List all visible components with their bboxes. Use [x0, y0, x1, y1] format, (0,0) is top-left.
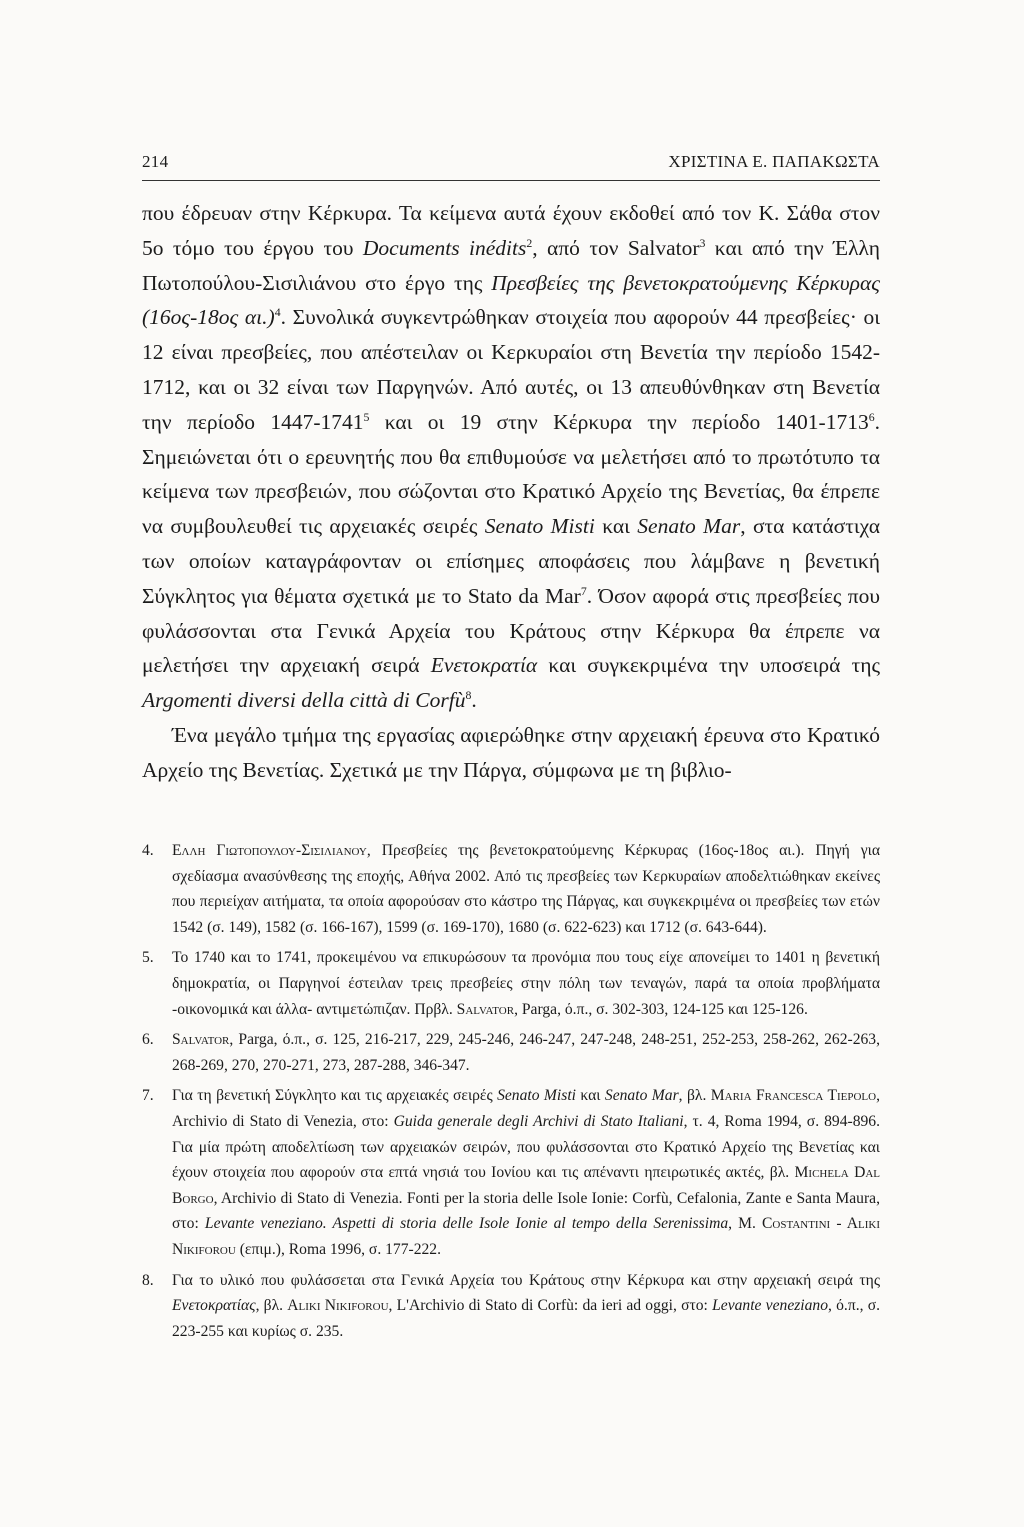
running-header — [142, 152, 880, 172]
footnote-text: Το 1740 και το 1741, προκειμένου να επικυρώσουν τα προνόμια που τους είχε απονείμει το 1401 η βενετική δημοκρατία, οι Παργηνοί έστειλαν τρεις πρεσβείες στην πόλη των τεναγών, παρά τα οποία προβλήματα -οικονομικά και άλλα- αντιμετώπιζαν. Πρβλ. Salvator, Parga, ό.π., σ. 302-303, 124-125 και 125-126. — [172, 949, 880, 1018]
footnote-text: Ελλη Γιωτοπουλου-Σισιλιανου, Πρεσβείες της βενετοκρατούμενης Κέρκυρας (16ος-18ος αι.). Πηγή για σχεδίασμα ανασύνθεσης της εποχής, Αθήνα 2002. Από τις πρεσβείες των Κερκυραίων αποδελτιώθηκαν εκείνες που περιείχαν αιτήματα, τα οποία αφορούσαν στο κάστρο της Πάργας, και συγκεκριμένα οι πρεσβείες των ετών 1542 (σ. 149), 1582 (σ. 166-167), 1599 (σ. 169-170), 1680 (σ. 622-623) και 1712 (σ. 643-644). — [172, 842, 880, 936]
footnote-7 — [142, 1083, 880, 1262]
footnote-4 — [142, 838, 880, 940]
footnote-ref-6[interactable]: 6 — [868, 409, 875, 424]
footnote-ref-5[interactable]: 5 — [363, 409, 370, 424]
footnote-number: 6. — [142, 1031, 154, 1049]
footnote-text: Για το υλικό που φυλάσσεται στα Γενικά Αρχεία του Κράτους στην Κέρκυρα και στην αρχειακή σειρά της Ενετοκρατίας, βλ. Aliki Nikiforou, L'Archivio di Stato di Corfù: da ieri ad oggi, στο: Levante veneziano, ό.π., σ. 223-255 και κυρίως σ. 235. — [172, 1271, 881, 1340]
footnotes — [142, 838, 880, 1349]
footnote-number: 7. — [142, 1087, 154, 1105]
paragraph-2: Ένα μεγάλο τμήμα της εργασίας αφιερώθηκε στην αρχειακή έρευνα στο Κρατικό Αρχείο της Βενετίας. Σχετικά με την Πάργα, σύμφωνα με τη βιβλιο- — [142, 722, 880, 782]
footnote-text: Salvator, Parga, ό.π., σ. 125, 216-217, 229, 245-246, 246-247, 247-248, 248-251, 252-253, 258-262, 262-263, 268-269, 270, 270-271, 273, 287-288, 346-347. — [172, 1031, 880, 1074]
footnote-ref-3[interactable]: 3 — [699, 235, 706, 250]
footnote-8 — [142, 1268, 880, 1345]
header-rule — [142, 180, 880, 181]
footnote-number: 8. — [142, 1271, 154, 1289]
footnote-ref-8[interactable]: 8 — [465, 688, 472, 702]
footnote-number: 5. — [142, 949, 154, 967]
footnote-ref-7[interactable]: 7 — [580, 583, 587, 598]
footnote-5 — [142, 945, 880, 1022]
footnote-text: Για τη βενετική Σύγκλητο και τις αρχειακές σειρές Senato Misti και Senato Mar, βλ. Maria Francesca Tiepolo, Archivio di Stato di Venezia, στο: Guida generale degli Archivi di Stato Italiani, τ. 4, Roma 1994, σ. 894-896. Για μία πρώτη αποδελτίωση των αρχειακών σειρών, που φυλάσσονται στο Κρατικό Αρχείο της Βενετίας και έχουν στοιχεία που αφορούν στα επτά νησιά του Ιονίου και τις απέναντι ηπειρωτικές ακτές, βλ. Michela Dal Borgo, Archivio di Stato di Venezia. Fonti per la storia delle Isole Ionie: Corfù, Cefalonia, Zante e Santa Maura, στο: Levante veneziano. Aspetti di storia delle Isole Ionie al tempo della Serenissima, M. Costantini - Aliki Nikiforou (επιμ.), Roma 1996, σ. 177-222. — [172, 1087, 881, 1258]
running-head-author: ΧΡΙΣΤΙΝΑ Ε. ΠΑΠΑΚΩΣΤΑ — [668, 152, 880, 171]
main-text — [142, 196, 880, 788]
paragraph-1: που έδρευαν στην Κέρκυρα. Τα κείμενα αυτά έχουν εκδοθεί από τον Κ. Σάθα στον 5ο τόμο του έργου του Documents inédits$^2$, από τον Salvator$^3$ και από την Έλλη Πωτοπούλου-Σισιλιάνου στο έργο της Πρεσβείες της βενετοκρατούμενης Κέρκυρας (16ος-18ος αι.)$^4$. Συνολικά συγκεντρώθηκαν στοιχεία που αφορούν 44 πρεσβείες· οι 12 είναι πρεσβείες, που απέστειλαν οι Κερκυραίοι στη Βενετία την περίοδο 1542-1712, και οι 32 είναι των Παργηνών. Από αυτές, οι 13 απευθύνθηκαν στη Βενετία την περίοδο 1447-1741$^5$ και οι 19 στην Κέρκυρα την περίοδο 1401-1713$^6$. Σημειώνεται ότι ο ερευνητής που θα επιθυμούσε να μελετήσει από το πρωτότυπο τα κείμενα των πρεσβειών, που σώζονται στο Κρατικό Αρχείο της Βενετίας, θα έπρεπε να συμβουλευθεί τις αρχειακές σειρές Senato Misti και Senato Mar, στα κατάστιχα των οποίων καταγράφονταν οι επίσημες αποφάσεις που λάμβανε η βενετική Σύγκλητος για θέματα σχετικά με το Stato da Mar$^7$. Όσον αφορά στις πρεσβείες που φυλάσσονται στα Γενικά Αρχεία του Κράτους στην Κέρκυρα θα έπρεπε να μελετήσει την αρχειακή σειρά Ενετοκρατία και συγκεκριμένα την υποσειρά της Argomenti diversi della città di Corfù$^8$. — [142, 201, 881, 713]
footnote-6 — [142, 1027, 880, 1078]
footnote-ref-2[interactable]: 2 — [526, 235, 533, 250]
footnote-number: 4. — [142, 842, 154, 859]
page-number: 214 — [142, 152, 169, 171]
footnote-ref-4[interactable]: 4 — [274, 305, 281, 320]
